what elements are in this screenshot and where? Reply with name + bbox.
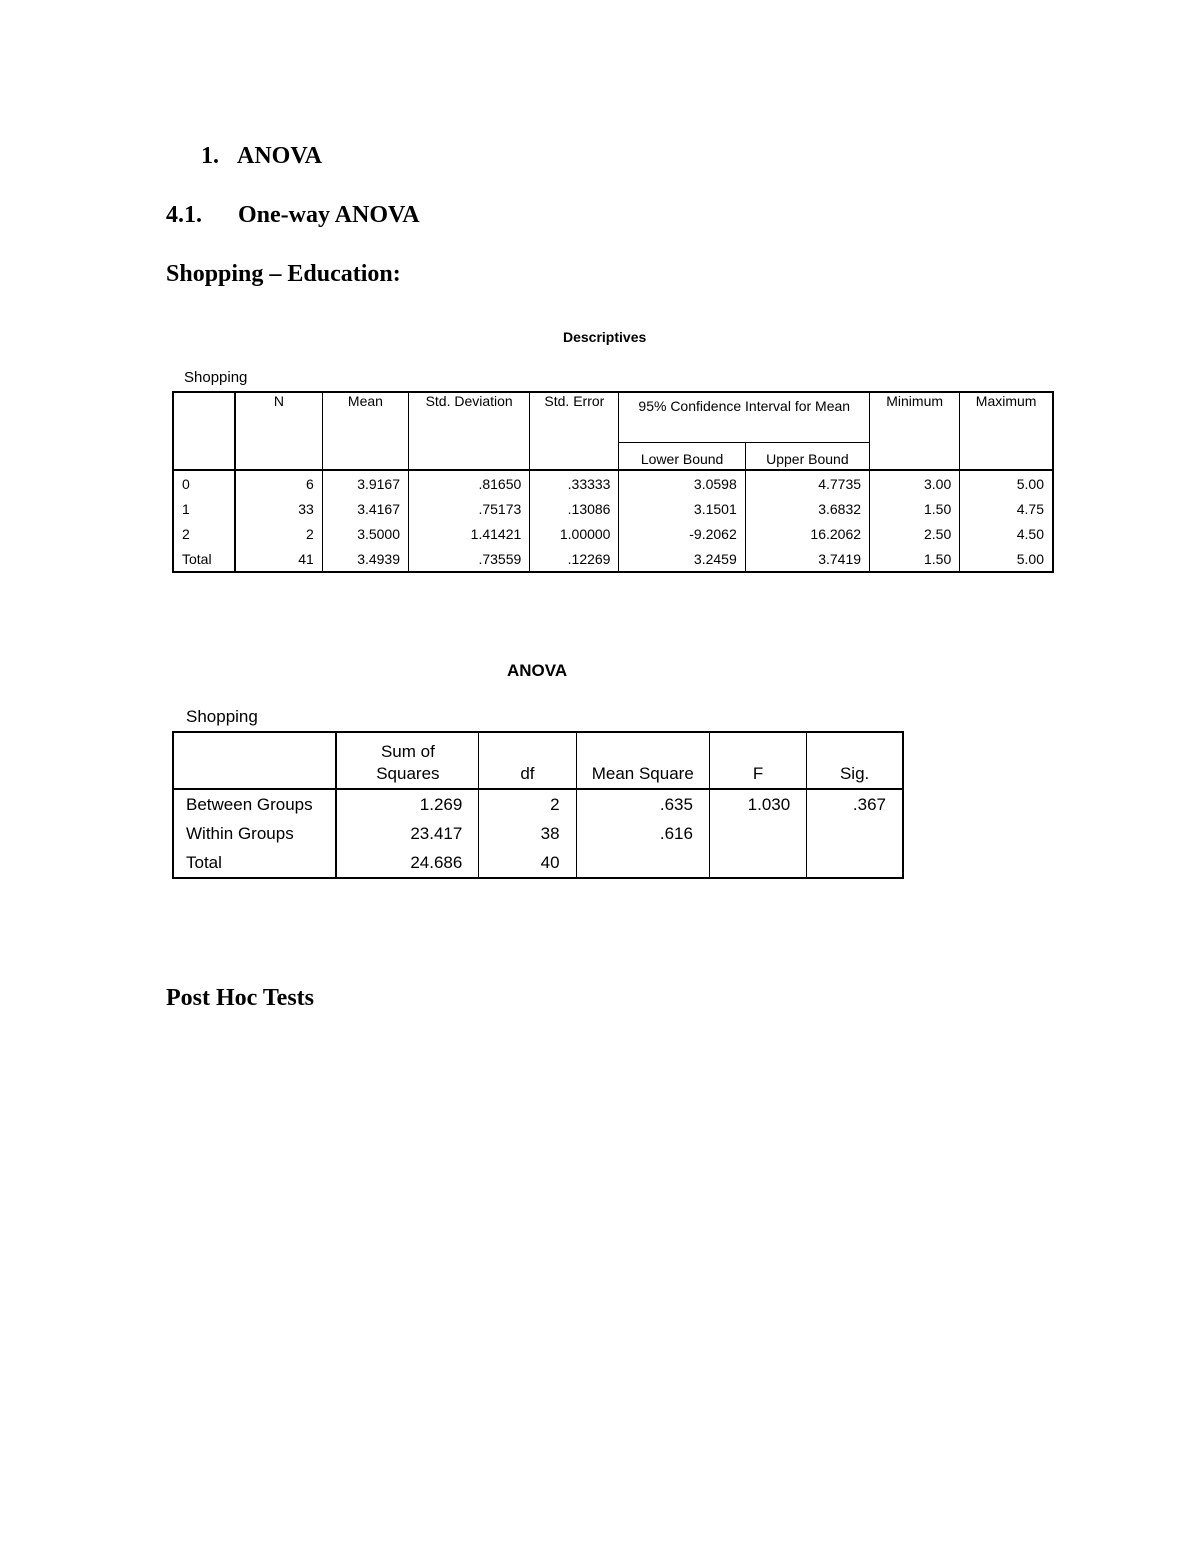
- header-f: F: [709, 732, 806, 789]
- cell-se: .12269: [530, 546, 619, 572]
- cell-lower: -9.2062: [619, 521, 745, 546]
- cell-min: 1.50: [870, 496, 960, 521]
- heading-post-hoc-tests: Post Hoc Tests: [166, 985, 315, 1011]
- cell-sd: .73559: [409, 546, 530, 572]
- cell-sum-of-squares: 1.269: [336, 789, 478, 819]
- cell-df: 2: [479, 789, 576, 819]
- cell-mean: 3.4167: [322, 496, 408, 521]
- anova-header-row: [173, 732, 903, 789]
- cell-sum-of-squares: 23.417: [336, 819, 478, 848]
- row-label: Within Groups: [186, 823, 294, 843]
- cell-se: .13086: [530, 496, 619, 521]
- cell-n: 2: [235, 521, 322, 546]
- header-lower-bound: Lower Bound: [619, 443, 745, 471]
- cell-upper: 3.7419: [745, 546, 869, 572]
- header-sig: Sig.: [807, 732, 903, 789]
- header-mean-square: Mean Square: [576, 732, 709, 789]
- cell-upper: 4.7735: [745, 470, 869, 496]
- cell-lower: 3.1501: [619, 496, 745, 521]
- header-upper-bound: Upper Bound: [745, 443, 869, 471]
- cell-min: 3.00: [870, 470, 960, 496]
- cell-lower: 3.2459: [619, 546, 745, 572]
- header-sum-of-squares-label: Sum of Squares: [376, 742, 440, 783]
- cell-sig: [807, 848, 903, 878]
- heading-number: 4.1.: [166, 202, 202, 228]
- table-row: [173, 546, 1053, 572]
- cell-sig: [807, 819, 903, 848]
- cell-f: [709, 819, 806, 848]
- cell-upper: 3.6832: [745, 496, 869, 521]
- header-n: N: [235, 392, 322, 470]
- cell-df: 40: [479, 848, 576, 878]
- header-confidence-interval: [619, 392, 870, 443]
- row-label: Between Groups: [186, 794, 313, 814]
- table-row: [173, 496, 1053, 521]
- header-maximum: Maximum: [960, 392, 1053, 470]
- descriptives-header-row: [173, 392, 1053, 443]
- descriptives-table: [172, 391, 1054, 573]
- cell-mean: 3.9167: [322, 470, 408, 496]
- row-label: Total: [186, 852, 222, 872]
- table-row: [173, 819, 903, 848]
- heading-title: ANOVA: [237, 143, 322, 169]
- cell-n: 33: [235, 496, 322, 521]
- cell-sig: .367: [807, 789, 903, 819]
- cell-se: .33333: [530, 470, 619, 496]
- row-label: 1: [182, 500, 190, 517]
- cell-mean: 3.5000: [322, 521, 408, 546]
- cell-mean-square: .635: [576, 789, 709, 819]
- cell-n: 6: [235, 470, 322, 496]
- heading-section-4-1: [166, 202, 420, 229]
- cell-sd: .81650: [409, 470, 530, 496]
- anova-caption: ANOVA: [507, 661, 568, 680]
- header-std-error: Std. Error: [530, 392, 619, 470]
- row-label: 0: [182, 475, 190, 492]
- cell-lower: 3.0598: [619, 470, 745, 496]
- cell-max: 5.00: [960, 546, 1053, 572]
- header-mean: Mean: [322, 392, 408, 470]
- cell-df: 38: [479, 819, 576, 848]
- cell-mean-square: .616: [576, 819, 709, 848]
- header-ci-label: 95% Confidence Interval for Mean: [638, 398, 851, 414]
- cell-f: [709, 848, 806, 878]
- header-std-deviation: Std. Deviation: [409, 392, 530, 470]
- cell-mean: 3.4939: [322, 546, 408, 572]
- header-cell-empty: [173, 392, 235, 470]
- table-row: [173, 470, 1053, 496]
- descriptives-variable-label: Shopping: [184, 369, 248, 386]
- cell-min: 1.50: [870, 546, 960, 572]
- header-df: df: [479, 732, 576, 789]
- row-label: Total: [182, 550, 212, 567]
- row-label: 2: [182, 525, 190, 542]
- cell-n: 41: [235, 546, 322, 572]
- cell-upper: 16.2062: [745, 521, 869, 546]
- table-row: [173, 848, 903, 878]
- cell-sum-of-squares: 24.686: [336, 848, 478, 878]
- heading-title: One-way ANOVA: [238, 202, 420, 228]
- heading-section-1: [201, 143, 322, 170]
- descriptives-caption: Descriptives: [563, 329, 647, 345]
- heading-shopping-education: Shopping – Education:: [166, 261, 401, 287]
- heading-number: 1.: [201, 143, 219, 169]
- anova-variable-label: Shopping: [186, 707, 258, 726]
- cell-min: 2.50: [870, 521, 960, 546]
- cell-sd: .75173: [409, 496, 530, 521]
- table-row: [173, 521, 1053, 546]
- cell-f: 1.030: [709, 789, 806, 819]
- cell-max: 4.75: [960, 496, 1053, 521]
- header-sum-of-squares: [336, 732, 478, 789]
- cell-se: 1.00000: [530, 521, 619, 546]
- cell-mean-square: [576, 848, 709, 878]
- table-row: [173, 789, 903, 819]
- cell-sd: 1.41421: [409, 521, 530, 546]
- header-minimum: Minimum: [870, 392, 960, 470]
- anova-table: [172, 731, 904, 879]
- cell-max: 4.50: [960, 521, 1053, 546]
- cell-max: 5.00: [960, 470, 1053, 496]
- header-cell-empty: [173, 732, 336, 789]
